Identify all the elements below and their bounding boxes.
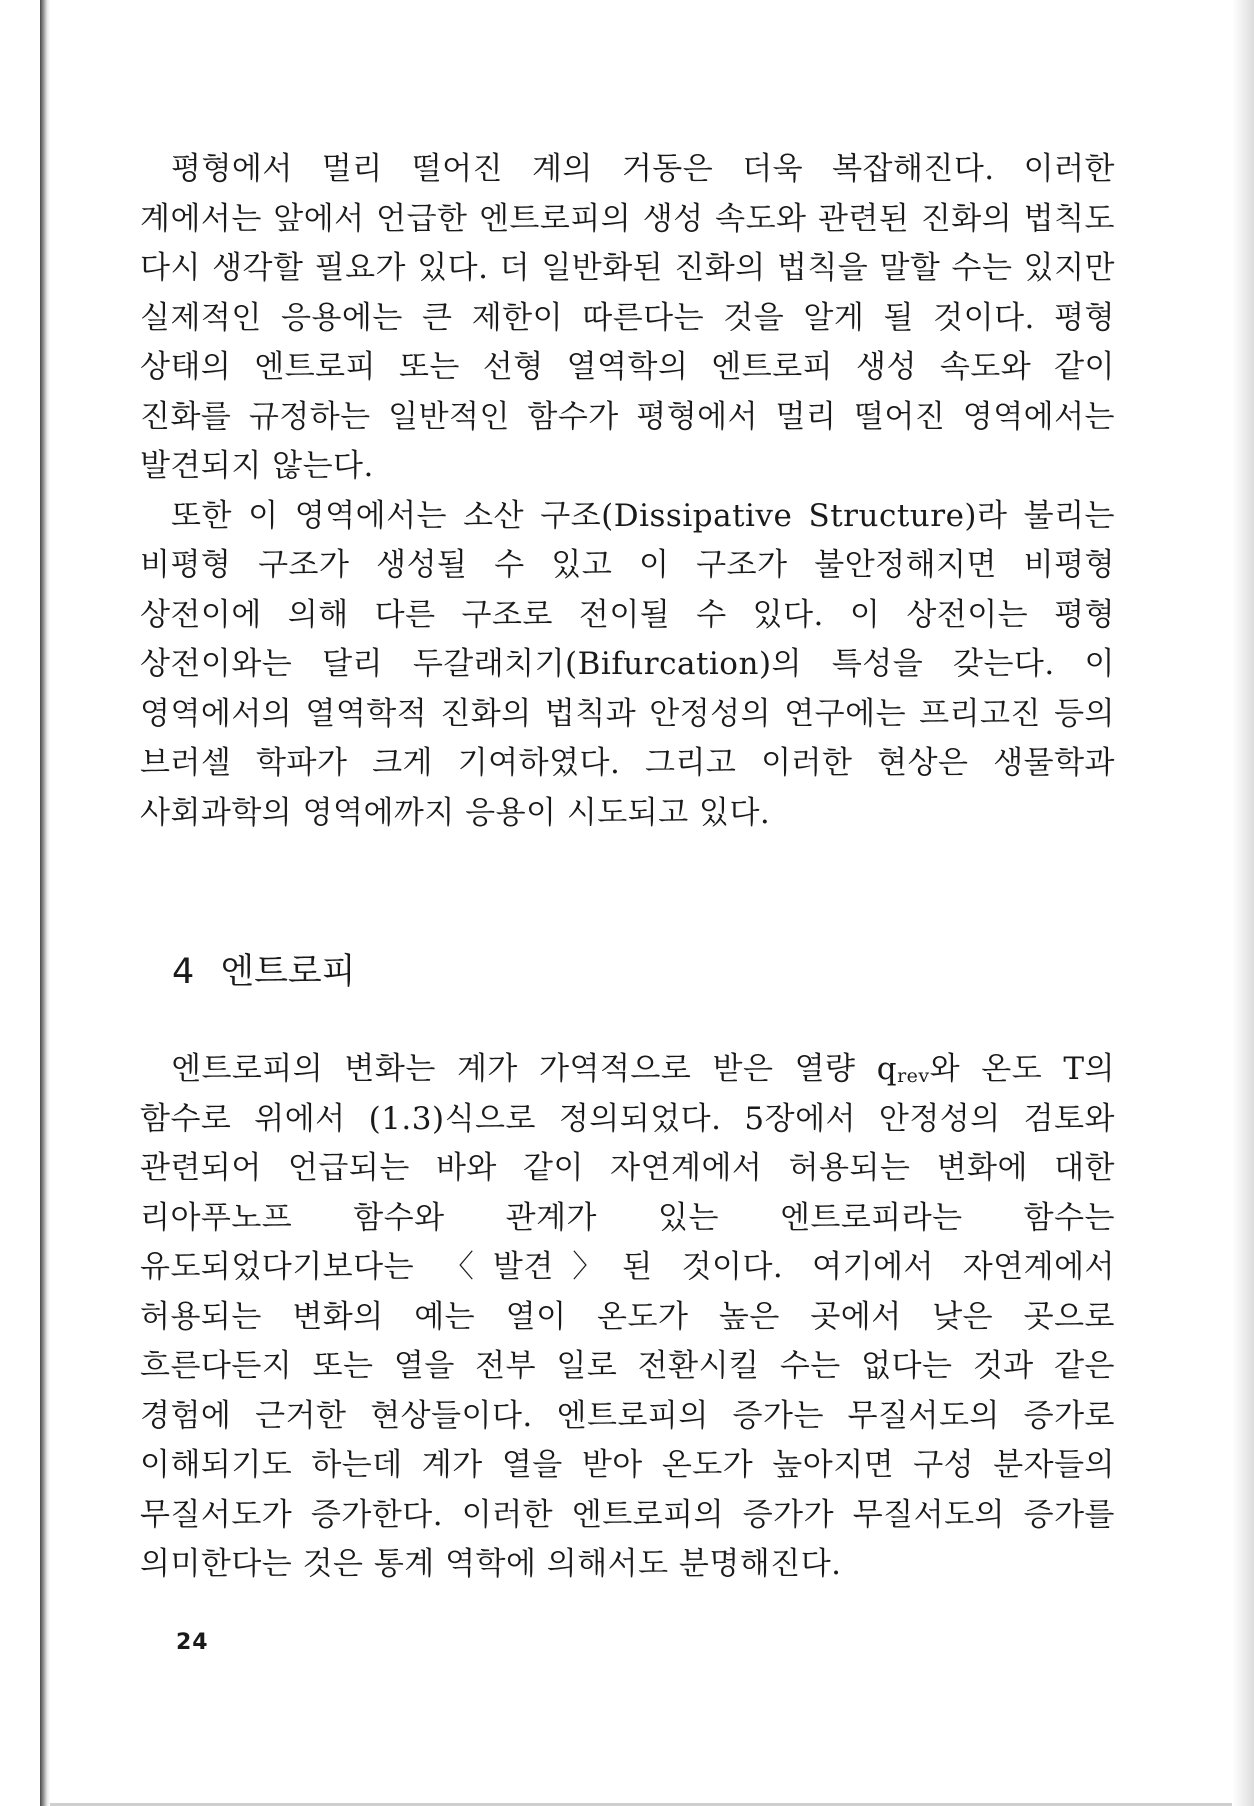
section-heading — [172, 950, 356, 994]
subscript-rev: rev — [897, 1065, 930, 1087]
paragraph-entropy-definition — [140, 1045, 1115, 1590]
page-number: 24 — [176, 1630, 209, 1655]
section-number: 4 — [172, 952, 195, 992]
entropy-text-before: 엔트로피의 변화는 계가 가역적으로 받은 열량 q — [171, 1051, 898, 1087]
page-edge-right — [1232, 0, 1254, 1806]
paragraph-dissipative-structure: 또한 이 영역에서는 소산 구조(Dissipative Structure)라 불리는 비평형 구조가 생성될 수 있고 이 구조가 불안정해지면 비평형 상전이에 의해 다른 구조로 전이될 수 있다. 이 상전이는 평형 상전이와는 달리 두갈래치기(Bifurcation)의 특성을 갖는다. 이 영역에서의 열역학적 진화의 법칙과 안정성의 연구에는 프리고진 등의 브러셀 학파가 크게 기여하였다. 그리고 이러한 현상은 생물학과 사회과학의 영역에까지 응용이 시도되고 있다. — [140, 497, 1115, 831]
section-title: 엔트로피 — [220, 952, 356, 992]
entropy-text-after: 와 온도 T의 함수로 위에서 (1.3)식으로 정의되었다. 5장에서 안정성의 검토와 관련되어 언급되는 바와 같이 자연계에서 허용되는 변화에 대한 리아푸노프 함수와 관계가 있는 엔트로피라는 함수는 유도되었다기보다는 〈발견〉된 것이다. 여기에서 자연계에서 허용되는 변화의 예는 열이 온도가 높은 곳에서 낮은 곳으로 흐른다든지 또는 열을 전부 일로 전환시킬 수는 없다는 것과 같은 경험에 근거한 현상들이다. 엔트로피의 증가는 무질서도의 증가로 이해되기도 하는데 계가 열을 받아 온도가 높아지면 구성 분자들의 무질서도가 증가한다. 이러한 엔트로피의 증가가 무질서도의 증가를 의미한다는 것은 통계 역학에 의해서도 분명해진다. — [140, 1051, 1115, 1582]
page-edge-left — [40, 0, 50, 1806]
paragraph-far-from-equilibrium: 평형에서 멀리 떨어진 계의 거동은 더욱 복잡해진다. 이러한 계에서는 앞에서 언급한 엔트로피의 생성 속도와 관련된 진화의 법칙도 다시 생각할 필요가 있다. 더 일반화된 진화의 법칙을 말할 수는 있지만 실제적인 응용에는 큰 제한이 따른다는 것을 알게 될 것이다. 평형 상태의 엔트로피 또는 선형 열역학의 엔트로피 생성 속도와 같이 진화를 규정하는 일반적인 함수가 평형에서 멀리 떨어진 영역에서는 발견되지 않는다. — [140, 151, 1115, 484]
section-entropy — [140, 1045, 1115, 1590]
section-nonequilibrium — [140, 145, 1115, 838]
